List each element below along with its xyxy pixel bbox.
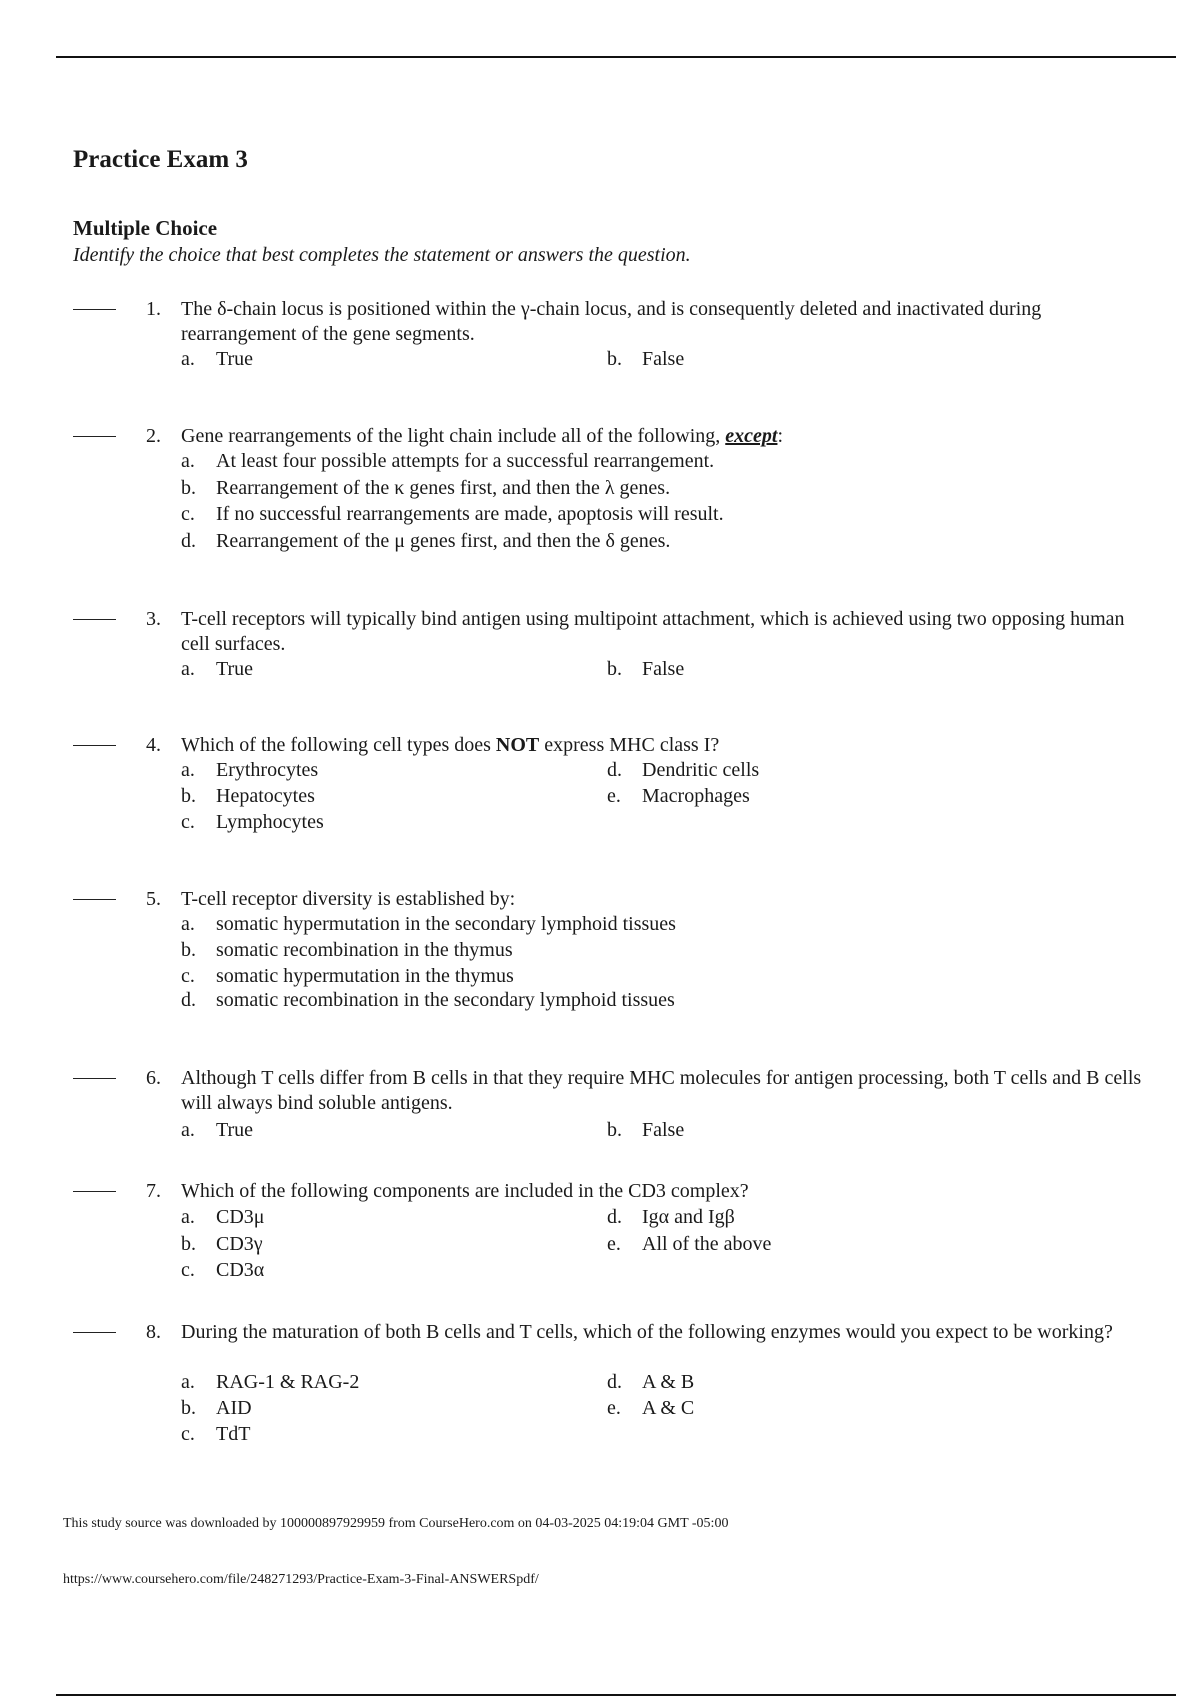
bottom-rule [56, 1694, 1176, 1696]
question-text: During the maturation of both B cells and T cells, which of the following enzymes would you expect to be working? [181, 1321, 1113, 1343]
emphasis-not: NOT [495, 734, 540, 756]
section-heading: Multiple Choice [73, 216, 218, 240]
answer-blank[interactable] [73, 619, 116, 620]
question-text: Which of the following cell types does NOT express MHC class I? [181, 734, 720, 756]
question-number: 2. [146, 425, 161, 447]
answer-blank[interactable] [73, 899, 116, 900]
answer-blank[interactable] [73, 309, 116, 310]
top-rule [56, 56, 1176, 58]
source-url[interactable]: https://www.coursehero.com/file/248271293/Practice-Exam-3-Final-ANSWERSpdf/ [63, 1572, 539, 1587]
page-title: Practice Exam 3 [73, 146, 248, 173]
question-number: 7. [146, 1180, 161, 1202]
question-number: 3. [146, 608, 161, 630]
answer-blank[interactable] [73, 745, 116, 746]
question-text: T-cell receptors will typically bind antigen using multipoint attachment, which is achieved using two opposing human cell surfaces. [181, 608, 1125, 655]
question-text: T-cell receptor diversity is established by: [181, 888, 516, 910]
answer-blank[interactable] [73, 1332, 116, 1333]
question-text: Which of the following components are included in the CD3 complex? [181, 1180, 749, 1202]
question-text: Gene rearrangements of the light chain include all of the following, except: [181, 425, 784, 447]
question-text: The δ-chain locus is positioned within the γ-chain locus, and is consequently deleted and inactivated during rearrangement of the gene segments. [181, 298, 1042, 345]
answer-blank[interactable] [73, 1191, 116, 1192]
question-number: 1. [146, 298, 161, 320]
instructions: Identify the choice that best completes the statement or answers the question. [73, 244, 691, 266]
emphasis-except: except [725, 425, 778, 447]
question-number: 6. [146, 1067, 161, 1089]
question-number: 4. [146, 734, 161, 756]
question-number: 8. [146, 1321, 161, 1343]
question-number: 5. [146, 888, 161, 910]
answer-blank[interactable] [73, 436, 116, 437]
download-note: This study source was downloaded by 100000897929959 from CourseHero.com on 04-03-2025 04:19:04 GMT -05:00 [63, 1516, 729, 1531]
question-text: Although T cells differ from B cells in that they require MHC molecules for antigen processing, both T cells and B cells will always bind soluble antigens. [181, 1067, 1142, 1114]
answer-blank[interactable] [73, 1078, 116, 1079]
